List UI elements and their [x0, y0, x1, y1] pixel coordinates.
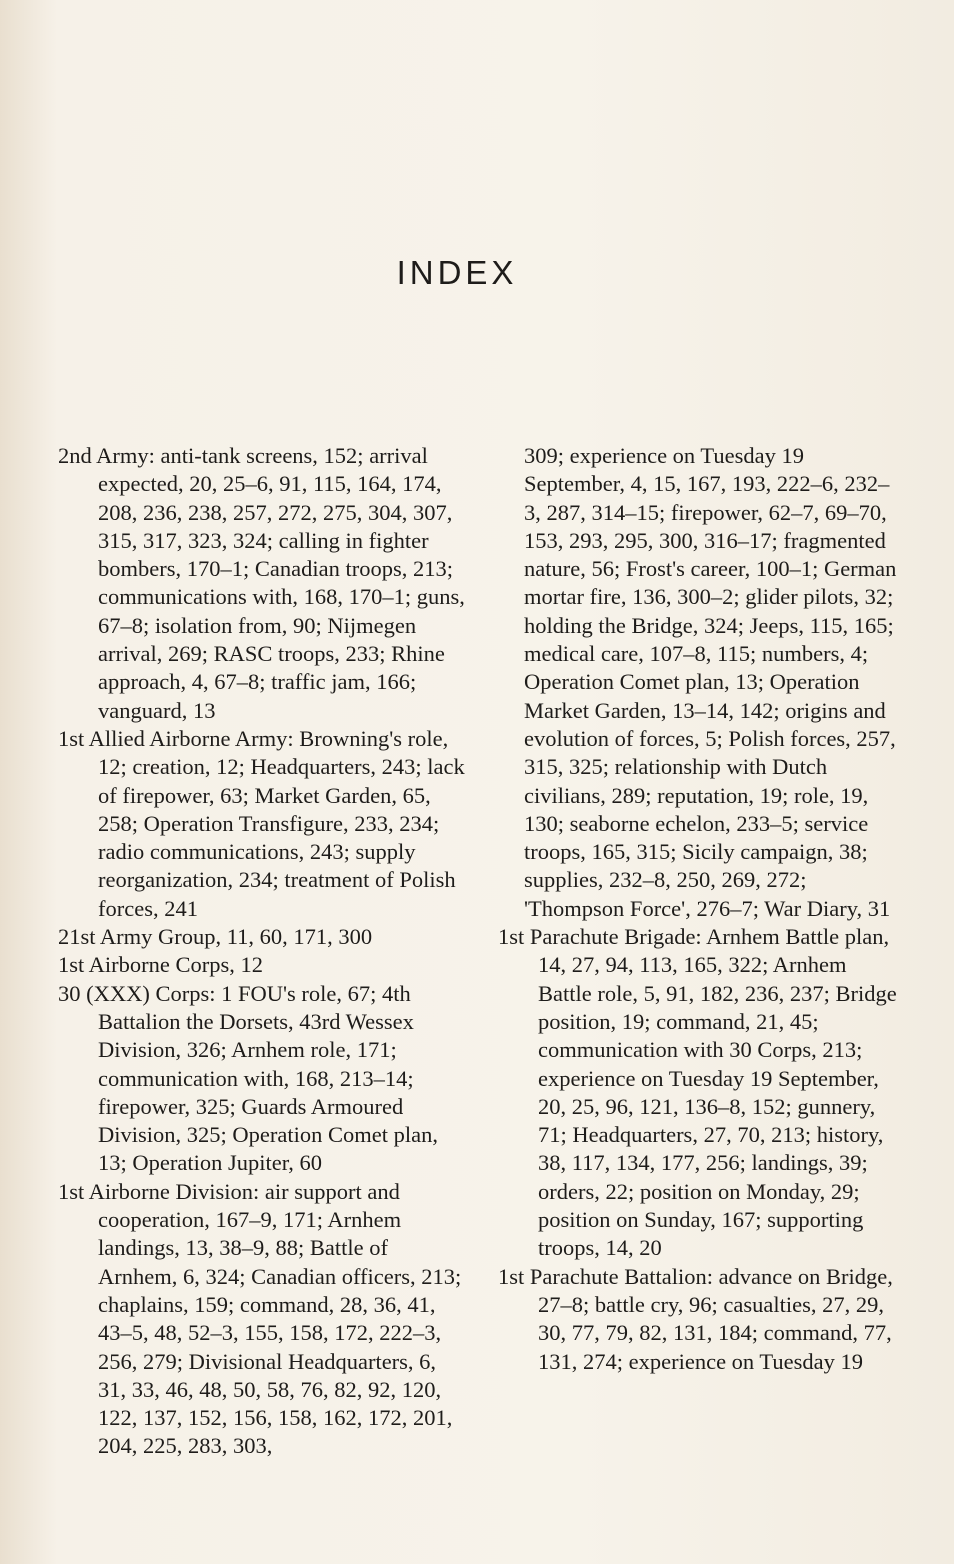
- index-entry-1st-parachute-battalion: 1st Parachute Battalion: advance on Bridge, 27–8; battle cry, 96; casualties, 27, 29, 30, 77, 79, 82, 131, 184; command, 77, 131, 274; experience on Tuesday 19: [498, 1263, 893, 1374]
- index-column-right: [498, 442, 898, 1376]
- index-entry-1st-allied-airborne-army: 1st Allied Airborne Army: Browning's role, 12; creation, 12; Headquarters, 243; lack of firepower, 63; Market Garden, 65, 258; Operation Transfigure, 233, 234; radio communications, 243; supply reorganization, 234; treatment of Polish forces, 241: [58, 725, 465, 921]
- index-entry-1st-airborne-corps: 1st Airborne Corps, 12: [58, 952, 263, 978]
- page-title: INDEX: [396, 254, 518, 291]
- index-entry-continuation: 309; experience on Tuesday 19 September, 4, 15, 167, 193, 222–6, 232–3, 287, 314–15; firepower, 62–7, 69–70, 153, 293, 295, 300, 316–17; fragmented nature, 56; Frost's career, 100–1; German mortar fire, 136, 300–2; glider pilots, 32; holding the Bridge, 324; Jeeps, 115, 165; medical care, 107–8, 115; numbers, 4; Operation Comet plan, 13; Operation Market Garden, 13–14, 142; origins and evolution of forces, 5; Polish forces, 257, 315, 325; relationship with Dutch civilians, 289; reputation, 19; role, 19, 130; seaborne echelon, 233–5; service troops, 165, 315; Sicily campaign, 38; supplies, 232–8, 250, 269, 272; 'Thompson Force', 276–7; War Diary, 31: [524, 443, 897, 921]
- index-entry-30-xxx-corps: 30 (XXX) Corps: 1 FOU's role, 67; 4th Battalion the Dorsets, 43rd Wessex Division, 326; Arnhem role, 171; communication with, 168, 213–14; firepower, 325; Guards Armoured Division, 325; Operation Comet plan, 13; Operation Jupiter, 60: [58, 980, 438, 1176]
- index-entry-2nd-army: 2nd Army: anti-tank screens, 152; arrival expected, 20, 25–6, 91, 115, 164, 174, 208, 236, 238, 257, 272, 275, 304, 307, 315, 317, 323, 324; calling in fighter bombers, 170–1; Canadian troops, 213; communications with, 168, 170–1; guns, 67–8; isolation from, 90; Nijmegen arrival, 269; RASC troops, 233; Rhine approach, 4, 67–8; traffic jam, 166; vanguard, 13: [58, 443, 465, 723]
- index-entry-21st-army-group: 21st Army Group, 11, 60, 171, 300: [58, 924, 373, 950]
- index-column-left: [58, 442, 468, 1461]
- index-entry-1st-airborne-division: 1st Airborne Division: air support and cooperation, 167–9, 171; Arnhem landings, 13, 38–9, 88; Battle of Arnhem, 6, 324; Canadian officers, 213; chaplains, 159; command, 28, 36, 41, 43–5, 48, 52–3, 155, 158, 172, 222–3, 256, 279; Divisional Headquarters, 6, 31, 33, 46, 48, 50, 58, 76, 82, 92, 120, 122, 137, 152, 156, 158, 162, 172, 201, 204, 225, 283, 303,: [58, 1178, 462, 1459]
- index-entry-1st-parachute-brigade: 1st Parachute Brigade: Arnhem Battle plan, 14, 27, 94, 113, 165, 322; Arnhem Battle role, 5, 91, 182, 236, 237; Bridge position, 19; command, 21, 45; communication with 30 Corps, 213; experience on Tuesday 19 September, 20, 25, 96, 121, 136–8, 152; gunnery, 71; Headquarters, 27, 70, 213; history, 38, 117, 134, 177, 256; landings, 39; orders, 22; position on Monday, 29; position on Sunday, 167; supporting troops, 14, 20: [498, 924, 897, 1261]
